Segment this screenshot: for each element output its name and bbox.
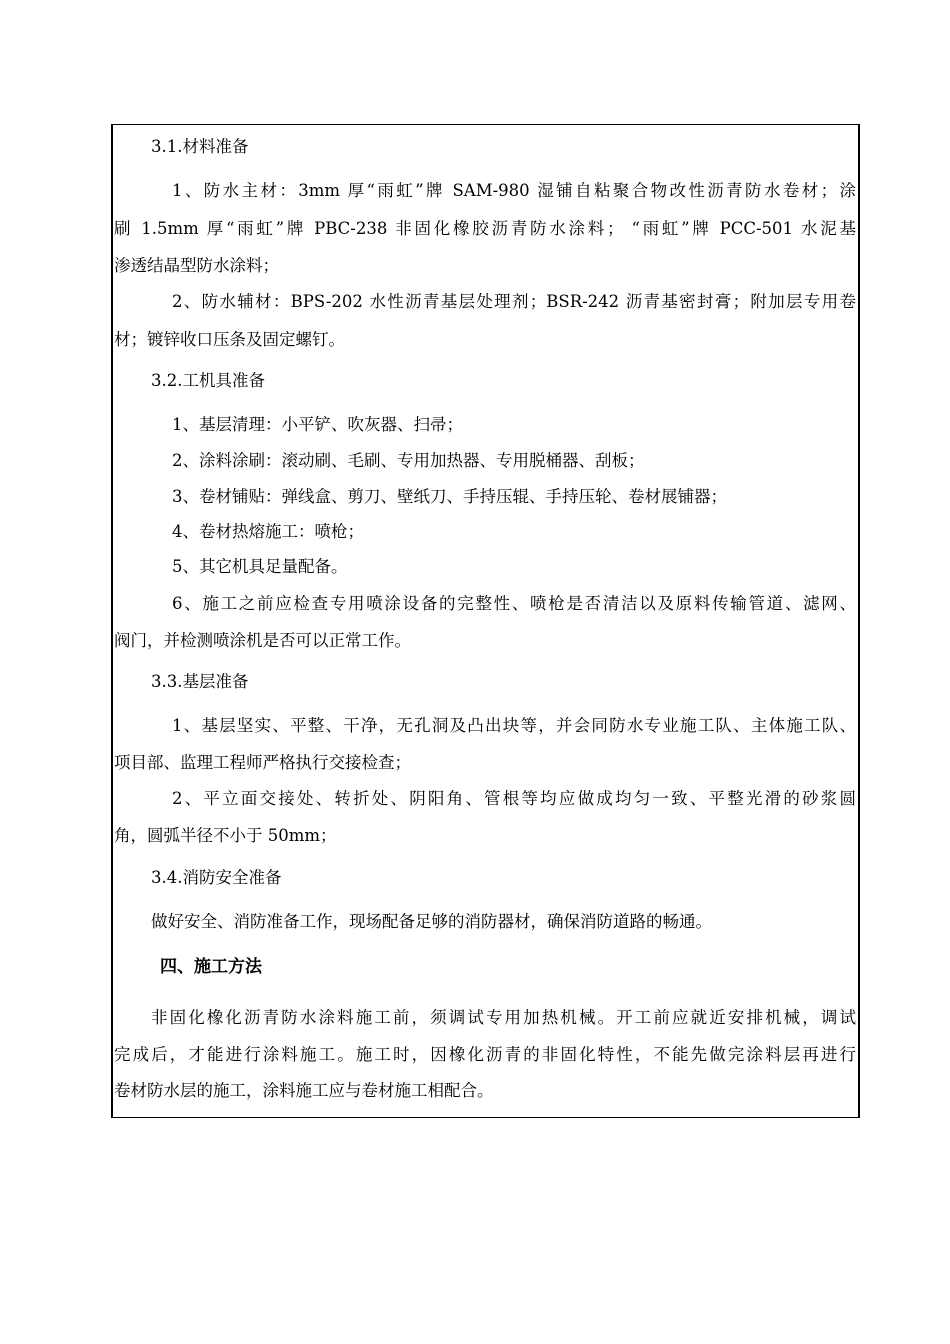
section-4-heading: 四、施工方法 <box>160 957 262 977</box>
s31-item1-line1: 1、防水主材：3mm 厚“雨虹”牌 SAM-980 湿铺自粘聚合物改性沥青防水卷材；涂 <box>172 181 856 200</box>
s32-item4: 4、卷材热熔施工：喷枪； <box>172 522 364 541</box>
s4-line1: 非固化橡化沥青防水涂料施工前，须调试专用加热机械。开工前应就近安排机械，调试 <box>151 1008 856 1027</box>
s33-item1-line2: 项目部、监理工程师严格执行交接检查； <box>114 753 411 772</box>
s32-item1: 1、基层清理：小平铲、吹灰器、扫帚； <box>172 415 463 434</box>
s33-item2-line2: 角，圆弧半径不小于 50mm； <box>114 826 337 845</box>
s32-item6-line2: 阀门，并检测喷涂机是否可以正常工作。 <box>114 631 411 650</box>
s31-item2-line2: 材；镀锌收口压条及固定螺钉。 <box>114 330 345 349</box>
s32-item6-line1: 6、施工之前应检查专用喷涂设备的完整性、喷枪是否清洁以及原料传输管道、滤网、 <box>172 594 856 613</box>
section-3-2-title: 3.2.工机具准备 <box>151 371 265 390</box>
s34-body: 做好安全、消防准备工作，现场配备足够的消防器材，确保消防道路的畅通。 <box>151 912 712 931</box>
s4-line2: 完成后，才能进行涂料施工。施工时，因橡化沥青的非固化特性，不能先做完涂料层再进行 <box>114 1045 856 1064</box>
s31-item1-line2: 刷 1.5mm 厚“雨虹”牌 PBC-238 非固化橡胶沥青防水涂料； “雨虹”牌 PCC-501 水泥基 <box>114 219 856 238</box>
s31-item2-line1: 2、防水辅材：BPS-202 水性沥青基层处理剂；BSR-242 沥青基密封膏；附加层专用卷 <box>172 292 856 311</box>
s32-item5: 5、其它机具足量配备。 <box>172 557 348 576</box>
s31-item1-line3: 渗透结晶型防水涂料； <box>114 256 279 275</box>
section-3-4-title: 3.4.消防安全准备 <box>151 868 282 887</box>
s32-item2: 2、涂料涂刷：滚动刷、毛刷、专用加热器、专用脱桶器、刮板； <box>172 451 645 470</box>
s4-line3: 卷材防水层的施工，涂料施工应与卷材施工相配合。 <box>114 1081 494 1100</box>
s33-item1-line1: 1、基层坚实、平整、干净，无孔洞及凸出块等，并会同防水专业施工队、主体施工队、 <box>172 716 856 735</box>
s33-item2-line1: 2、平立面交接处、转折处、阴阳角、管根等均应做成均匀一致、平整光滑的砂浆圆 <box>172 789 856 808</box>
s32-item3: 3、卷材铺贴：弹线盒、剪刀、壁纸刀、手持压辊、手持压轮、卷材展铺器； <box>172 487 727 506</box>
section-3-3-title: 3.3.基层准备 <box>151 672 249 691</box>
section-3-1-title: 3.1.材料准备 <box>151 137 249 156</box>
